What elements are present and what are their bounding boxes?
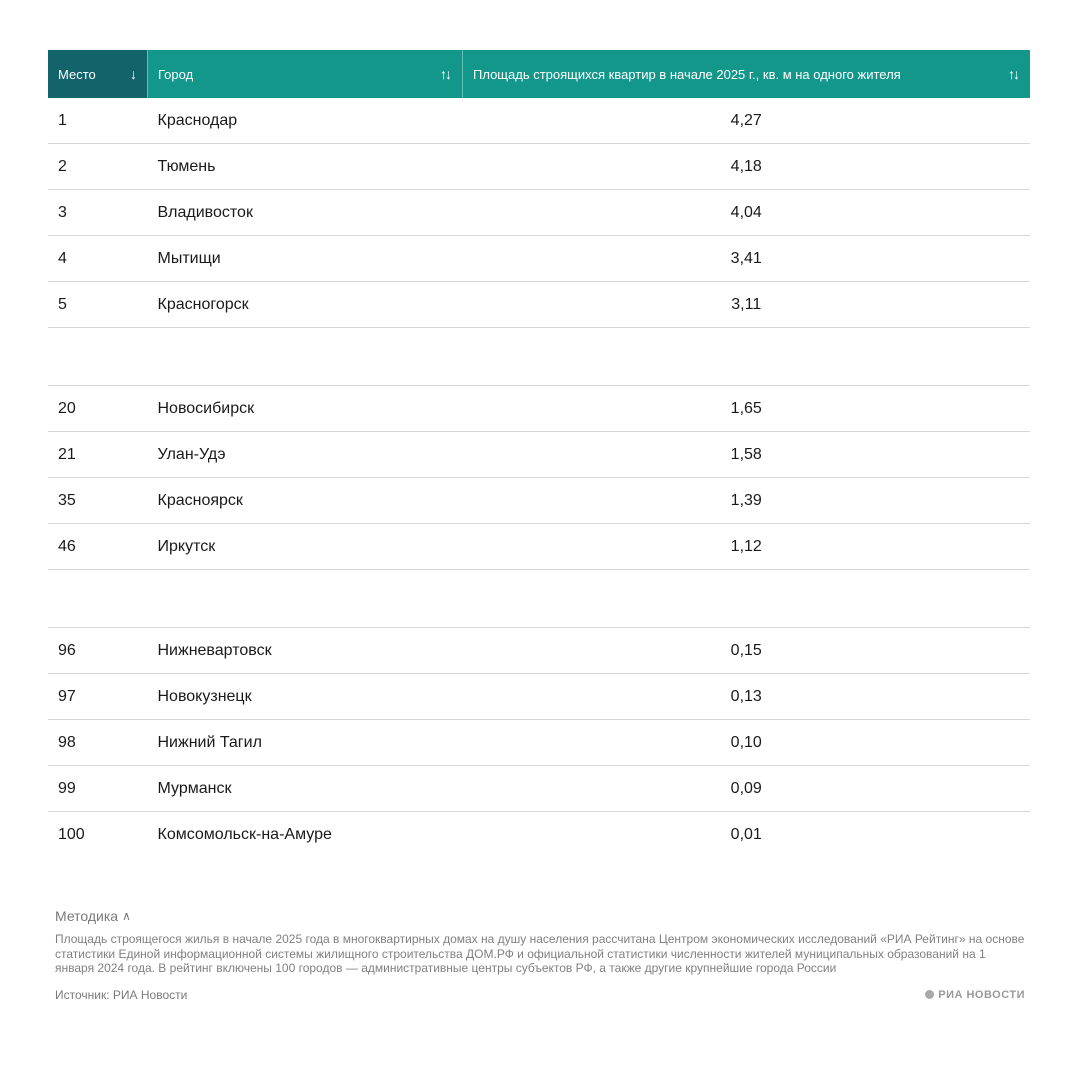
cell-place: 35: [48, 478, 148, 524]
cell-value: 1,65: [463, 386, 1031, 432]
cell-value: 3,11: [463, 282, 1031, 328]
chevron-up-icon: ∧: [122, 909, 131, 923]
table-row: [48, 674, 1030, 720]
table-row: [48, 524, 1030, 570]
cell-city: [148, 570, 463, 628]
cell-value: 4,18: [463, 144, 1031, 190]
cell-value: 0,15: [463, 628, 1031, 674]
cell-place: 4: [48, 236, 148, 282]
table-row: [48, 144, 1030, 190]
table-row: [48, 236, 1030, 282]
cell-value: 1,39: [463, 478, 1031, 524]
cell-value: 0,01: [730, 825, 762, 843]
cell-place: [48, 570, 148, 628]
cell-value: 1,58: [463, 432, 1031, 478]
logo-text: РИА НОВОСТИ: [938, 988, 1025, 1001]
cell-place: 97: [48, 674, 148, 720]
table-row: [48, 432, 1030, 478]
column-header-place[interactable]: [48, 50, 148, 98]
table-row: [48, 190, 1030, 236]
cell-city: Нижневартовск: [148, 628, 463, 674]
cell-city: Владивосток: [148, 190, 463, 236]
table-row: [48, 98, 1030, 144]
column-header-city[interactable]: [148, 50, 463, 98]
cell-city: Красноярск: [148, 478, 463, 524]
cell-city: Улан-Удэ: [148, 432, 463, 478]
cell-place: [48, 328, 148, 386]
cell-value: 0,10: [463, 720, 1031, 766]
cell-city: [148, 328, 463, 386]
table-gap-row: [48, 570, 1030, 628]
cell-value: 4,04: [463, 190, 1031, 236]
cell-city: Красногорск: [148, 282, 463, 328]
cell-city: Мурманск: [148, 766, 463, 812]
ranking-table: [48, 50, 1030, 857]
sort-toggle-icon[interactable]: ↑↓: [440, 66, 450, 82]
table-row: [48, 478, 1030, 524]
cell-place: 5: [48, 282, 148, 328]
cell-city: Иркутск: [148, 524, 463, 570]
cell-place: 1: [48, 98, 148, 144]
cell-value: 1,12: [463, 524, 1031, 570]
cell-place: 99: [48, 766, 148, 812]
cell-value: 3,41: [463, 236, 1031, 282]
ria-novosti-logo: [925, 988, 1025, 1002]
table-header-row: [48, 50, 1030, 98]
column-header-city-label: Город: [158, 66, 194, 82]
source-text: Источник: РИА Новости: [55, 987, 188, 1002]
cell-value: [463, 328, 1031, 386]
cell-city: Нижний Тагил: [148, 720, 463, 766]
cell-place: 98: [48, 720, 148, 766]
ranking-table-container: [48, 50, 1030, 857]
cell-city: Тюмень: [148, 144, 463, 190]
cell-place: 20: [48, 386, 148, 432]
table-row: [48, 386, 1030, 432]
column-header-place-label: Место: [58, 66, 96, 82]
table-gap-row: [48, 328, 1030, 386]
cell-city: Новокузнецк: [148, 674, 463, 720]
cell-city: Новосибирск: [148, 386, 463, 432]
table-row: [48, 282, 1030, 328]
cell-place: 2: [48, 144, 148, 190]
cell-value: 0,09: [463, 766, 1031, 812]
column-header-value-label: Площадь строящихся квартир в начале 2025 г., кв. м на одного жителя: [473, 66, 901, 82]
cell-place: 3: [48, 190, 148, 236]
cell-place: 100: [58, 825, 85, 843]
methodology-toggle[interactable]: [55, 908, 1025, 924]
sort-toggle-icon[interactable]: ↑↓: [1008, 66, 1018, 82]
cell-place: 96: [48, 628, 148, 674]
cell-place: 21: [48, 432, 148, 478]
methodology-label: Методика: [55, 908, 119, 924]
table-row: [48, 720, 1030, 766]
cell-place: 46: [48, 524, 148, 570]
table-row: [48, 628, 1030, 674]
cell-city: Краснодар: [148, 98, 463, 144]
ria-logo-icon: [925, 990, 934, 999]
cell-city: Комсомольск-на-Амуре: [157, 825, 332, 843]
cell-value: 4,27: [463, 98, 1031, 144]
cell-city: Мытищи: [148, 236, 463, 282]
methodology-description: Площадь строящегося жилья в начале 2025 года в многоквартирных домах на душу населения рассчитана Центром экономических исследований «РИА Рейтинг» на основе статистики Единой информационной системы жилищного строительства ДОМ.РФ и официальной статистики численности жителей муниципальных образований на 1 января 2024 года. В рейтинг включены 100 городов — административные центры субъектов РФ, а также другие крупнейшие города России: [55, 932, 1025, 975]
column-header-value[interactable]: [463, 50, 1031, 98]
cell-value: 0,13: [463, 674, 1031, 720]
footer: [55, 908, 1025, 1002]
sort-desc-icon[interactable]: ↓: [130, 66, 135, 82]
table-row: [48, 812, 1030, 858]
table-row: [48, 766, 1030, 812]
cell-value: [463, 570, 1031, 628]
